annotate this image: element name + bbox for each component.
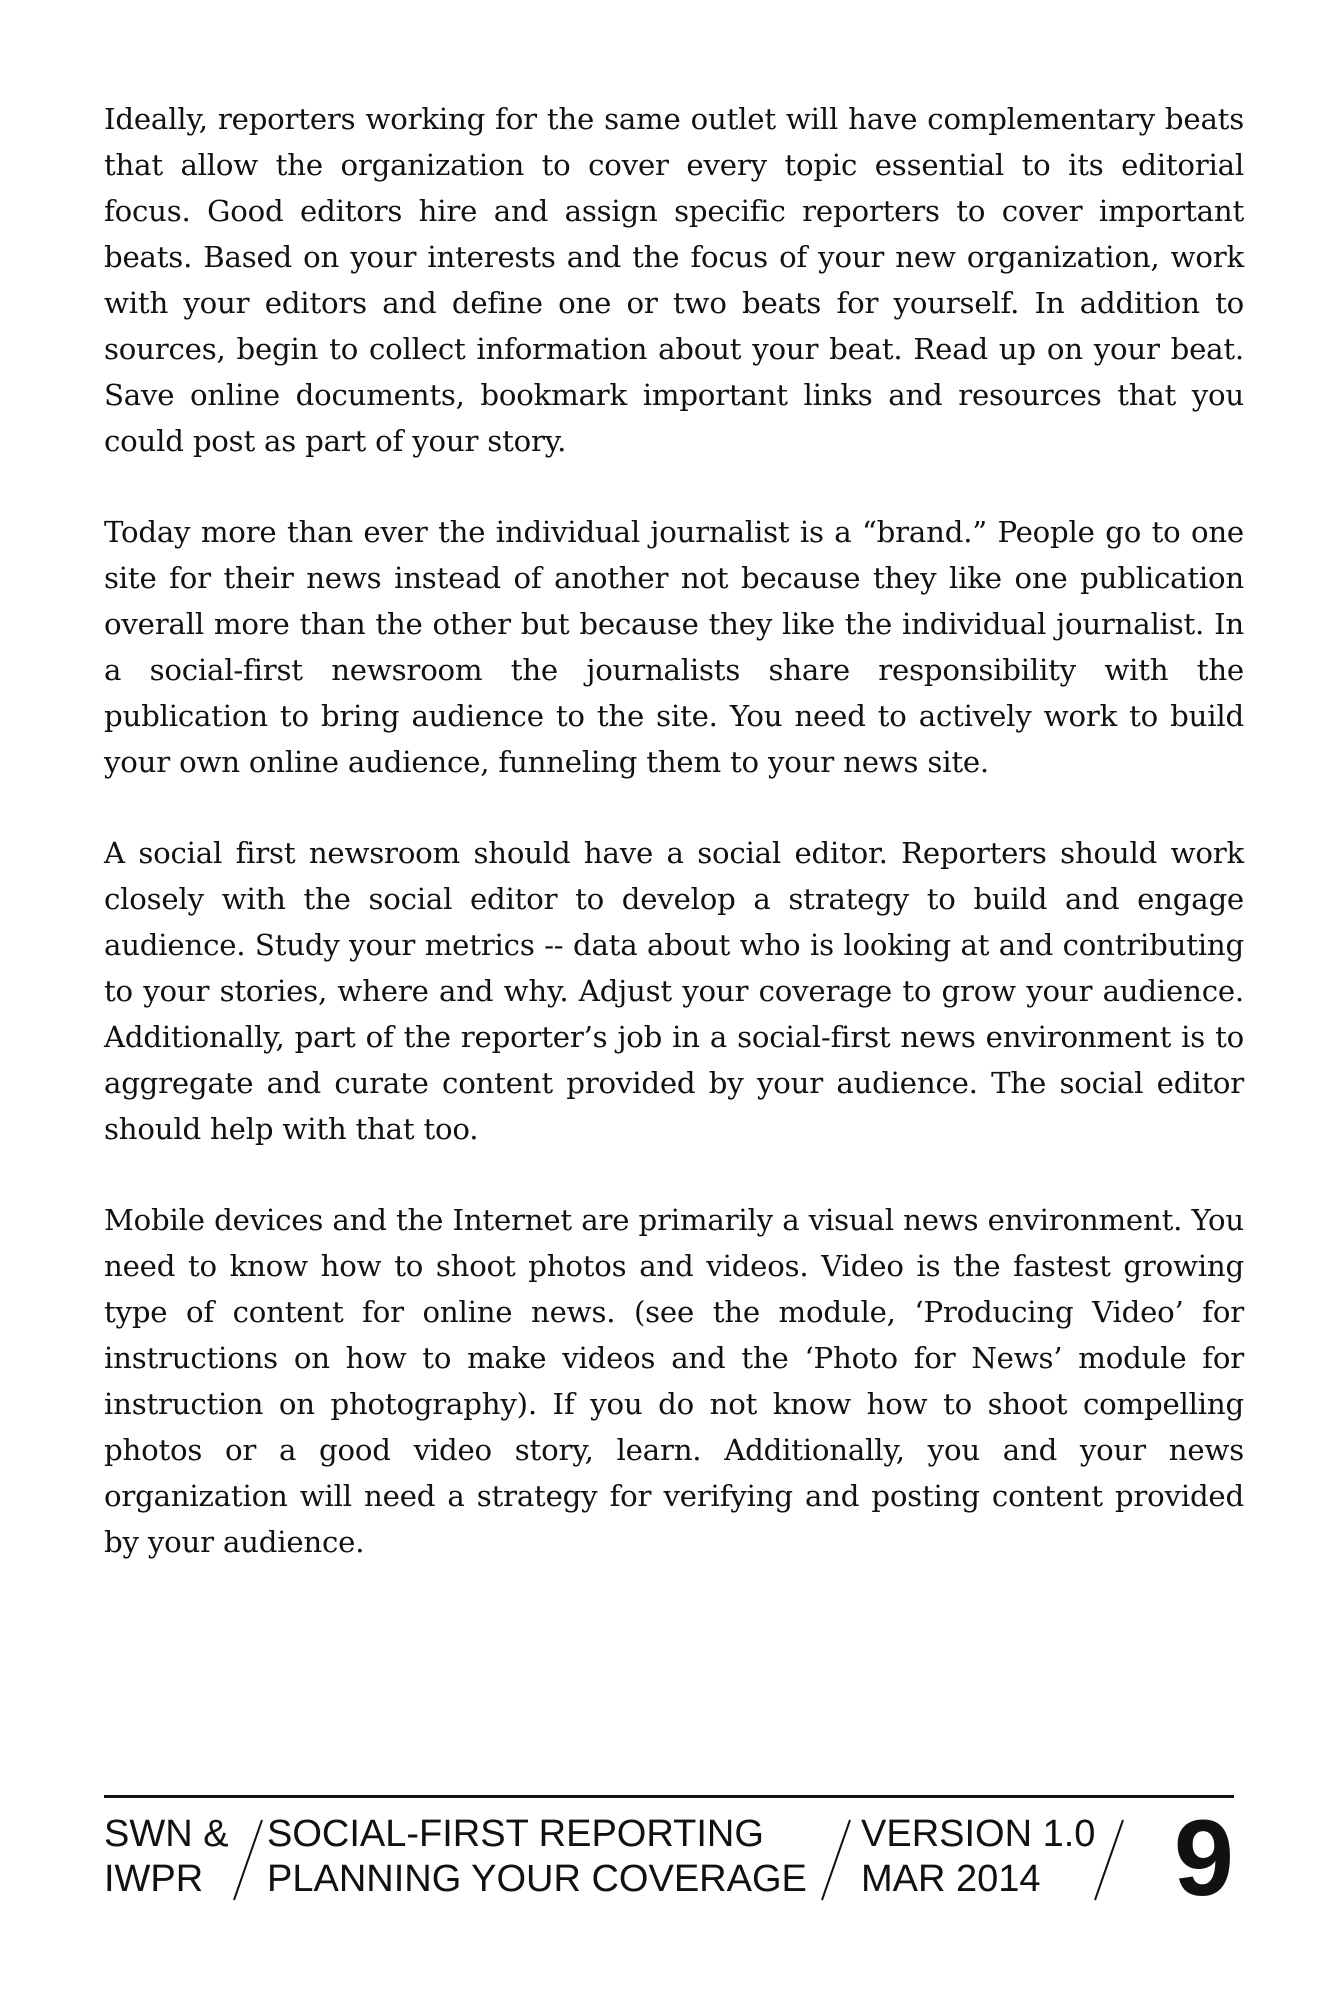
- paragraph-visual: Mobile devices and the Internet are primarily a visual news environment. You need to know how to shoot photos and videos. Video is the fastest growing type of content for online news. (see the module, ‘Producing Video’ for instructions on how to make videos and the ‘Photo for News’ module for instruction on photography). If you do not know how to shoot compelling photos or a good video story, learn. Additionally, you and your news organization will need a strategy for verifying and posting content provided by your audience.: [104, 1203, 1244, 1559]
- footer-divider-slash: [228, 1818, 268, 1902]
- paragraph-beats: Ideally, reporters working for the same outlet will have complementary beats that allow the organization to cover every topic essential to its editorial focus. Good editors hire and assign specific reporters to cover important beats. Based on your interests and the focus of your new organization, work with your editors and define one or two beats for yourself. In addition to sources, begin to collect information about your beat. Read up on your beat. Save online documents, bookmark important links and resources that you could post as part of your story.: [104, 102, 1244, 458]
- footer-divider-slash: [816, 1818, 856, 1902]
- footer-divider-slash: [1089, 1818, 1129, 1902]
- page-footer: [104, 1795, 1234, 1918]
- footer-version-line-2: MAR 2014: [861, 1858, 1041, 1900]
- footer-module-title: [267, 1812, 827, 1902]
- footer-title-line-1: SOCIAL-FIRST REPORTING: [267, 1813, 764, 1855]
- paragraph-social-editor: A social first newsroom should have a social editor. Reporters should work closely with the social editor to develop a strategy to build and engage audience. Study your metrics -- data about who is looking at and contributing to your stories, where and why. Adjust your coverage to grow your audience. Additionally, part of the reporter’s job in a social-first news environment is to aggregate and curate content provided by your audience. The social editor should help with that too.: [104, 836, 1244, 1146]
- footer-organization: [104, 1812, 234, 1902]
- footer-org-line-1: SWN &: [104, 1813, 229, 1855]
- paragraph-brand: Today more than ever the individual journalist is a “brand.” People go to one site for their news instead of another not because they like one publication overall more than the other but because they like the individual journalist. In a social-first newsroom the journalists share responsibility with the publication to bring audience to the site. You need to actively work to build your own online audience, funneling them to your news site.: [104, 515, 1244, 779]
- footer-version-line-1: VERSION 1.0: [861, 1813, 1096, 1855]
- page-number: 9: [1173, 1797, 1234, 1918]
- footer-version: [861, 1812, 1101, 1902]
- footer-org-line-2: IWPR: [104, 1858, 204, 1900]
- footer-title-line-2: PLANNING YOUR COVERAGE: [267, 1858, 807, 1900]
- body-text: [104, 96, 1244, 1610]
